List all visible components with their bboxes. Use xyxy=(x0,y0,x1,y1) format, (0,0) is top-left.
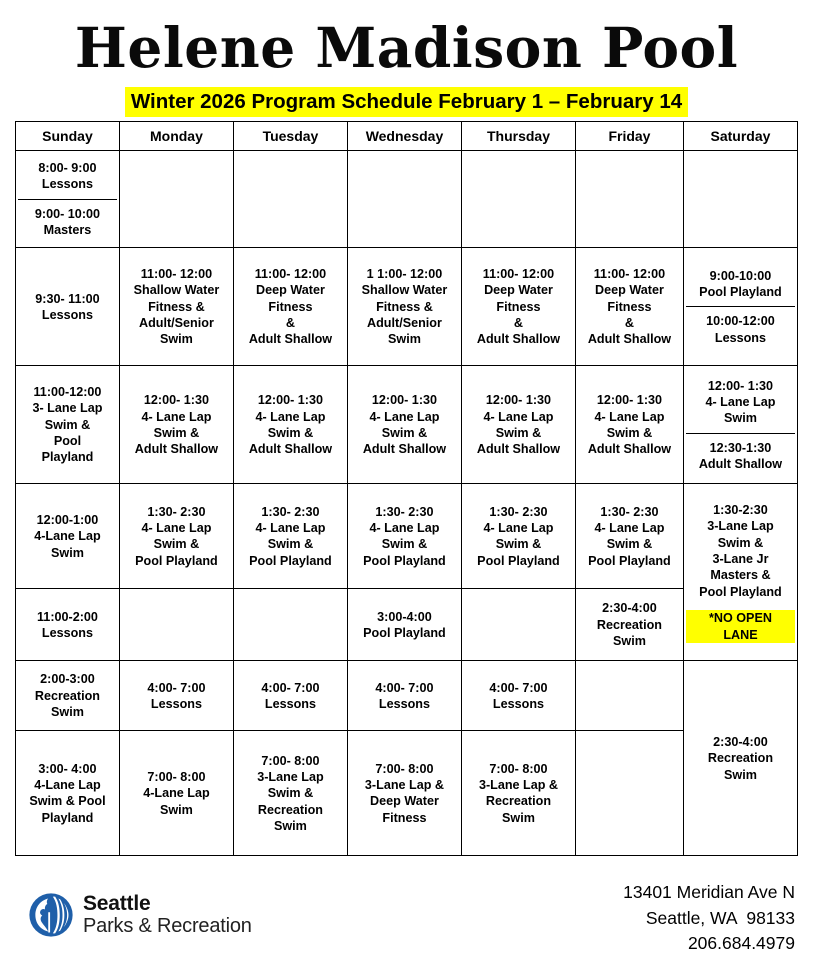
logo-line-seattle: Seattle xyxy=(83,892,151,916)
cell-friday: 12:00- 1:30 4- Lane Lap Swim & Adult Shallow xyxy=(575,366,683,484)
cell-tuesday: 7:00- 8:00 3-Lane Lap Swim & Recreation Swim xyxy=(233,731,347,856)
cell-monday: 11:00- 12:00 Shallow Water Fitness & Adult/Senior Swim xyxy=(119,248,233,366)
logo-wordmark xyxy=(83,893,252,936)
cell-wednesday: 1 1:00- 12:00 Shallow Water Fitness & Adult/Senior Swim xyxy=(347,248,461,366)
cell-thursday-empty xyxy=(461,589,575,661)
cell-tuesday: 1:30- 2:30 4- Lane Lap Swim & Pool Playland xyxy=(233,484,347,589)
cell-sunday: 12:00-1:00 4-Lane Lap Swim xyxy=(16,484,120,589)
column-header-friday: Friday xyxy=(575,122,683,151)
cell-saturday-empty xyxy=(683,151,797,248)
no-open-lane-note: *NO OPEN LANE xyxy=(686,610,795,643)
column-header-sunday: Sunday xyxy=(16,122,120,151)
cell-wednesday: 1:30- 2:30 4- Lane Lap Swim & Pool Playland xyxy=(347,484,461,589)
cell-friday: 2:30-4:00 Recreation Swim xyxy=(575,589,683,661)
facility-address xyxy=(623,880,795,957)
cell-monday-empty xyxy=(119,151,233,248)
cell-tuesday: 12:00- 1:30 4- Lane Lap Swim & Adult Shallow xyxy=(233,366,347,484)
address-street: 13401 Meridian Ave N xyxy=(623,882,795,902)
cell-sunday: 9:30- 11:00 Lessons xyxy=(16,248,120,366)
column-header-tuesday: Tuesday xyxy=(233,122,347,151)
page-footer xyxy=(0,878,813,973)
cell-sunday-morning xyxy=(16,151,120,248)
cell-monday: 4:00- 7:00 Lessons xyxy=(119,661,233,731)
cell-sunday: 2:00-3:00 Recreation Swim xyxy=(16,661,120,731)
table-row xyxy=(16,731,798,856)
cell-sunday: 11:00-12:00 3- Lane Lap Swim & Pool Playland xyxy=(16,366,120,484)
cell-thursday: 12:00- 1:30 4- Lane Lap Swim & Adult Shallow xyxy=(461,366,575,484)
cell-tuesday-empty xyxy=(233,589,347,661)
cell-thursday: 4:00- 7:00 Lessons xyxy=(461,661,575,731)
cell-saturday-split xyxy=(683,366,797,484)
cell-friday-empty xyxy=(575,731,683,856)
weekly-schedule-table xyxy=(15,121,798,856)
schedule-container xyxy=(0,121,813,856)
column-header-saturday: Saturday xyxy=(683,122,797,151)
column-header-monday: Monday xyxy=(119,122,233,151)
cell-text: 12:00- 1:30 4- Lane Lap Swim xyxy=(705,378,776,426)
table-row xyxy=(16,661,798,731)
cell-monday: 7:00- 8:00 4-Lane Lap Swim xyxy=(119,731,233,856)
table-row xyxy=(16,366,798,484)
address-phone: 206.684.4979 xyxy=(687,933,795,954)
cell-monday: 1:30- 2:30 4- Lane Lap Swim & Pool Playland xyxy=(119,484,233,589)
cell-saturday-afternoon xyxy=(683,484,797,661)
cell-monday-empty xyxy=(119,589,233,661)
table-row xyxy=(16,151,798,248)
table-row xyxy=(16,589,798,661)
seattle-city-logo-icon xyxy=(28,892,74,938)
cell-wednesday: 7:00- 8:00 3-Lane Lap & Deep Water Fitness xyxy=(347,731,461,856)
spacer xyxy=(686,600,795,610)
cell-saturday-recreation: 2:30-4:00 Recreation Swim xyxy=(683,661,797,856)
cell-sunday: 11:00-2:00 Lessons xyxy=(16,589,120,661)
cell-wednesday-empty xyxy=(347,151,461,248)
cell-friday: 11:00- 12:00 Deep Water Fitness & Adult Shallow xyxy=(575,248,683,366)
cell-friday-empty xyxy=(575,151,683,248)
table-header-row xyxy=(16,122,798,151)
cell-wednesday: 12:00- 1:30 4- Lane Lap Swim & Adult Shallow xyxy=(347,366,461,484)
table-row xyxy=(16,248,798,366)
cell-text: 9:00-10:00 Pool Playland xyxy=(699,268,782,300)
table-row xyxy=(16,484,798,589)
cell-text: 9:00- 10:00 Masters xyxy=(34,206,101,238)
cell-text: 8:00- 9:00 Lessons xyxy=(38,161,97,192)
cell-tuesday: 11:00- 12:00 Deep Water Fitness & Adult Shallow xyxy=(233,248,347,366)
cell-monday: 12:00- 1:30 4- Lane Lap Swim & Adult Shallow xyxy=(119,366,233,484)
cell-text: 12:30-1:30 Adult Shallow xyxy=(698,440,783,471)
column-header-wednesday: Wednesday xyxy=(347,122,461,151)
column-header-thursday: Thursday xyxy=(461,122,575,151)
subtitle-banner xyxy=(0,87,813,117)
cell-thursday-empty xyxy=(461,151,575,248)
cell-wednesday: 3:00-4:00 Pool Playland xyxy=(347,589,461,661)
cell-thursday: 11:00- 12:00 Deep Water Fitness & Adult Shallow xyxy=(461,248,575,366)
schedule-period-label: Winter 2026 Program Schedule February 1 – February 14 xyxy=(125,87,688,117)
logo-line-parks-recreation: Parks & Recreation xyxy=(83,914,252,937)
address-city-state-zip: Seattle, WA 98133 xyxy=(645,907,795,928)
page-title: Helene Madison Pool xyxy=(74,15,739,80)
cell-thursday: 1:30- 2:30 4- Lane Lap Swim & Pool Playland xyxy=(461,484,575,589)
cell-friday-empty xyxy=(575,661,683,731)
cell-tuesday-empty xyxy=(233,151,347,248)
cell-sunday: 3:00- 4:00 4-Lane Lap Swim & Pool Playland xyxy=(16,731,120,856)
cell-text: 10:00-12:00 Lessons xyxy=(706,314,775,345)
cell-friday: 1:30- 2:30 4- Lane Lap Swim & Pool Playland xyxy=(575,484,683,589)
cell-thursday: 7:00- 8:00 3-Lane Lap & Recreation Swim xyxy=(461,731,575,856)
cell-saturday-split xyxy=(683,248,797,366)
cell-text: 1:30-2:30 3-Lane Lap Swim & 3-Lane Jr Masters & Pool Playland xyxy=(699,503,782,599)
cell-tuesday: 4:00- 7:00 Lessons xyxy=(233,661,347,731)
cell-wednesday: 4:00- 7:00 Lessons xyxy=(347,661,461,731)
seattle-parks-logo xyxy=(28,892,252,938)
